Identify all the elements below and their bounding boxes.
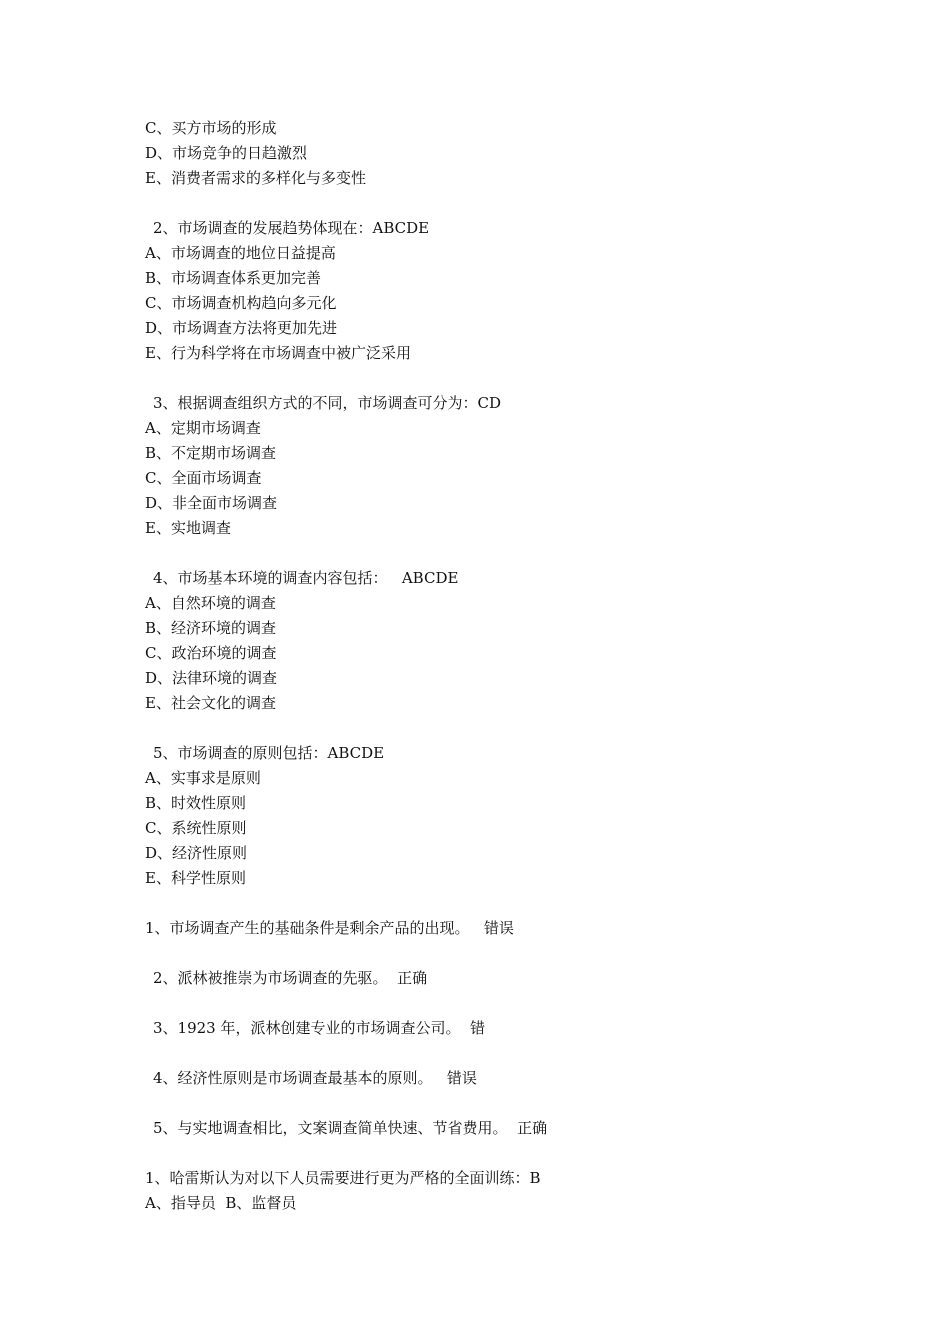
spacer [145,366,845,391]
option-line: A、自然环境的调查 [145,594,276,612]
option-line: B、市场调查体系更加完善 [145,269,322,287]
spacer [145,1091,845,1116]
option-line: E、消费者需求的多样化与多变性 [145,169,366,187]
question-text: 3、根据调查组织方式的不同，市场调查可分为：CD [153,394,502,412]
spacer [145,191,845,216]
spacer [145,1141,845,1166]
question-text: 1、哈雷斯认为对以下人员需要进行更为严格的全面训练：B [145,1169,541,1187]
question-text: 5、市场调查的原则包括：ABCDE [153,744,385,762]
spacer [145,991,845,1016]
question-block-5 [145,741,845,891]
judgment-item-1: 1、市场调查产生的基础条件是剩余产品的出现。 错误 [145,919,514,937]
option-line: D、经济性原则 [145,844,248,862]
spacer [145,716,845,741]
document-content [145,116,845,1216]
question-block-3 [145,391,845,541]
spacer [145,891,845,916]
option-line: D、市场调查方法将更加先进 [145,319,338,337]
spacer [145,941,845,966]
question-text: 4、市场基本环境的调查内容包括： ABCDE [153,569,459,587]
option-line: C、系统性原则 [145,819,247,837]
option-line: B、经济环境的调查 [145,619,277,637]
judgment-item-3: 3、1923 年，派林创建专业的市场调查公司。 错 [153,1019,486,1037]
spacer [145,541,845,566]
option-line: D、法律环境的调查 [145,669,278,687]
option-line: C、买方市场的形成 [145,119,277,137]
spacer [145,1041,845,1066]
option-line: A、市场调查的地位日益提高 [145,244,336,262]
option-line: A、实事求是原则 [145,769,261,787]
options-block-1 [145,116,845,191]
judgment-item-2: 2、派林被推崇为市场调查的先驱。 正确 [153,969,428,987]
question-block-last [145,1166,845,1216]
option-line: E、实地调查 [145,519,231,537]
option-line: C、市场调查机构趋向多元化 [145,294,337,312]
option-line: E、社会文化的调查 [145,694,276,712]
judgment-item-5: 5、与实地调查相比，文案调查简单快速、节省费用。 正确 [153,1119,548,1137]
question-block-2 [145,216,845,366]
option-line: E、行为科学将在市场调查中被广泛采用 [145,344,411,362]
judgment-item-4: 4、经济性原则是市场调查最基本的原则。 错误 [153,1069,477,1087]
option-line: A、定期市场调查 [145,419,261,437]
option-line: A、指导员 B、监督员 [145,1194,297,1212]
option-line: C、全面市场调查 [145,469,262,487]
option-line: B、不定期市场调查 [145,444,277,462]
option-line: D、非全面市场调查 [145,494,278,512]
judgment-section [145,916,845,1141]
option-line: D、市场竞争的日趋激烈 [145,144,308,162]
question-text: 2、市场调查的发展趋势体现在：ABCDE [153,219,430,237]
option-line: E、科学性原则 [145,869,246,887]
option-line: B、时效性原则 [145,794,247,812]
option-line: C、政治环境的调查 [145,644,277,662]
question-block-4 [145,566,845,716]
